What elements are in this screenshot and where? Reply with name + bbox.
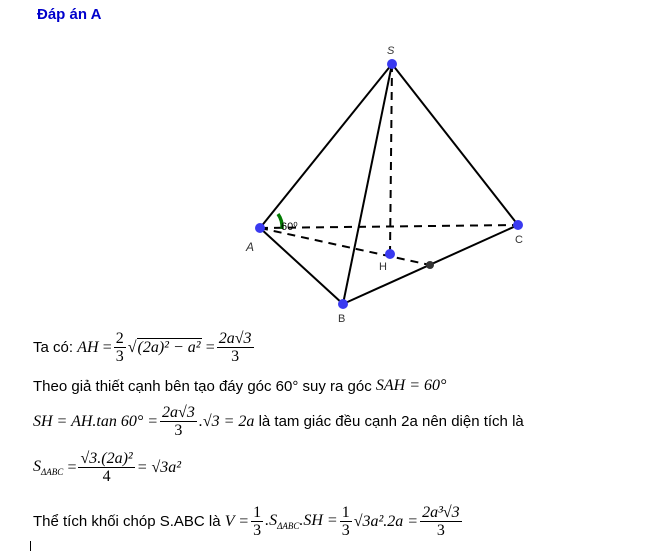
line5-fraction-2: $\frac{1}{3}$ xyxy=(341,504,350,539)
line5-v: V = xyxy=(224,512,250,530)
label-S: S xyxy=(387,45,395,57)
line4-lhs: $S_{\Delta ABC}$ xyxy=(33,457,64,478)
line2-text: Theo giả thiết cạnh bên tạo đáy góc 60° suy ra góc xyxy=(33,377,372,395)
line-area xyxy=(33,450,181,485)
label-H: H xyxy=(379,261,387,273)
line1-coef-fraction: $\frac{2}{3}$ xyxy=(115,330,124,365)
line-sh xyxy=(33,404,524,439)
line3-fraction: $\frac{2a√3}{3}$ xyxy=(162,404,195,439)
edge-AC-dashed xyxy=(260,225,518,228)
vertex-S xyxy=(387,59,397,69)
line4-rest: = √3a² xyxy=(136,458,182,476)
line3-text: là tam giác đều cạnh 2a nên diện tích là xyxy=(258,413,524,430)
line1-eq2: = xyxy=(205,338,215,356)
vertex-B xyxy=(338,299,348,309)
line3-rest: .√3 = 2a xyxy=(198,412,255,430)
line1-prefix: Ta có: xyxy=(33,339,74,356)
line5-mid3: √3a².2a = xyxy=(353,512,419,530)
answer-heading: Đáp án A xyxy=(37,6,102,23)
line5-text: Thể tích khối chóp S.ABC là xyxy=(33,513,221,530)
line4-eq: = xyxy=(67,458,77,476)
edge-AB xyxy=(260,228,343,304)
line1-eq: = xyxy=(102,338,112,356)
label-C: C xyxy=(515,234,523,246)
edge-AM-dashed xyxy=(260,228,430,265)
label-A: A xyxy=(246,240,255,254)
line1-root: (2a)² − a² xyxy=(137,339,201,356)
line-theo-gia-thiet xyxy=(33,377,446,395)
angle-label: 60⁰ xyxy=(281,221,298,233)
midpoint-BC xyxy=(426,261,434,269)
text-cursor xyxy=(30,541,31,551)
line-ta-co xyxy=(33,330,256,365)
line5-fraction-3: $\frac{\text{2a³√3}}{3}$ xyxy=(422,504,460,539)
edge-SA xyxy=(260,64,392,228)
vertex-A xyxy=(255,223,265,233)
line1-lhs: AH xyxy=(77,338,99,356)
line-volume xyxy=(33,504,464,539)
vertex-C xyxy=(513,220,523,230)
edge-SC xyxy=(392,64,518,225)
line5-fraction-1: $\frac{1}{3}$ xyxy=(253,504,262,539)
vertex-H xyxy=(385,249,395,259)
line4-fraction: $\frac{\text{√3.(2a)²}}{4}$ xyxy=(80,450,133,485)
line3-lhs: SH = AH.tan 60° = xyxy=(33,412,159,430)
line2-expr: SAH = 60° xyxy=(375,377,447,394)
line1-result-fraction: $\frac{2a√3}{3}$ xyxy=(218,330,252,365)
label-B: B xyxy=(338,313,346,325)
line5-mid: $.S_{\Delta ABC}.SH$ = xyxy=(265,511,338,532)
sqrt-symbol: √ xyxy=(127,338,137,356)
